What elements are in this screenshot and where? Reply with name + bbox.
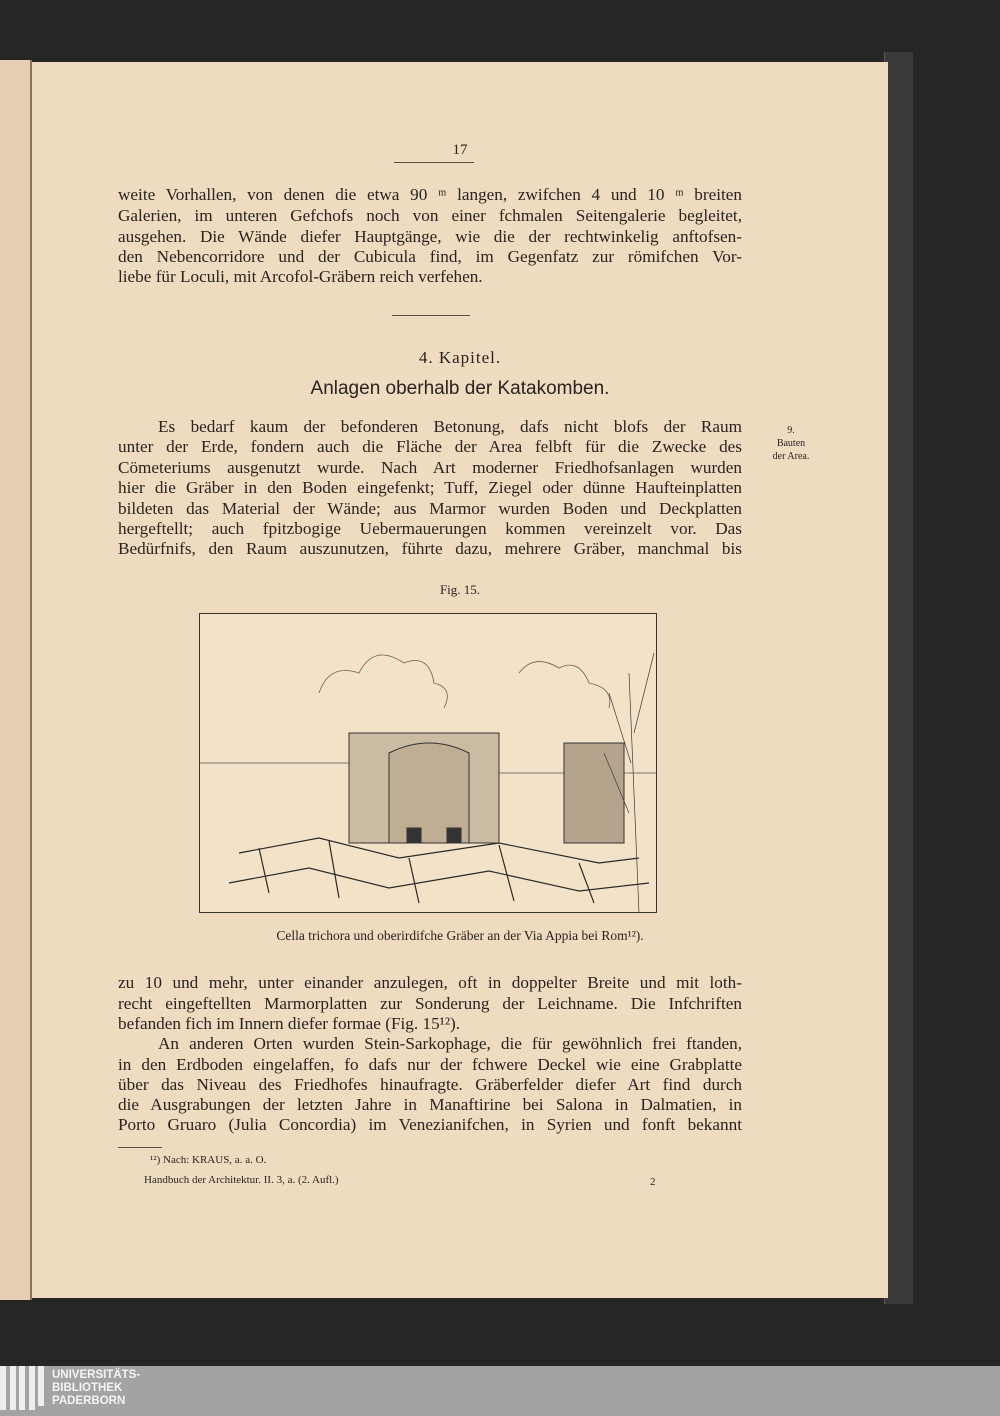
text-line: Bedürfnifs, den Raum auszunutzen, führte dazu, mehrere Gräber, manchmal bis xyxy=(118,539,742,558)
logo-line: UNIVERSITÄTS- xyxy=(52,1369,141,1381)
chapter-label: 4. Kapitel. xyxy=(418,348,502,367)
footnote: ¹²) Nach: KRAUS, a. a. O. xyxy=(150,1154,267,1166)
text-line: Porto Gruaro (Julia Concordia) im Venezianifchen, in Syrien und fonft bekannt xyxy=(118,1115,742,1134)
text-line: über das Niveau des Friedhofes hinaufragte. Gräberfelder diefer Art find durch xyxy=(118,1075,742,1094)
header-rule xyxy=(394,162,474,163)
text-line: weite Vorhallen, von denen die etwa 90 ᵐ langen, zwifchen 4 und 10 ᵐ breiten xyxy=(118,185,742,204)
section-rule xyxy=(392,315,470,316)
margin-note xyxy=(760,424,822,463)
library-logo-text xyxy=(52,1369,140,1408)
footnote-rule xyxy=(118,1147,162,1148)
text-line: befanden fich im Innern diefer formae (Fig. 15¹²). xyxy=(118,1014,460,1033)
text-line: ausgehen. Die Wände diefer Hauptgänge, wie die der rechtwinkelig anftofsen- xyxy=(118,227,742,246)
running-footer: Handbuch der Architektur. II. 3, a. (2. Aufl.) xyxy=(144,1174,339,1186)
text-line: bildeten das Material der Wände; aus Marmor wurden Boden und Deckplatten xyxy=(118,499,742,518)
cella-trichora xyxy=(349,733,624,843)
text-line: unter der Erde, fondern auch die Fläche der Area felbft für die Zwecke des xyxy=(118,437,742,456)
figure-illustration xyxy=(199,613,657,913)
book-cover-edge xyxy=(884,52,913,1304)
logo-line: PADERBORN xyxy=(52,1395,126,1407)
text-line: Es bedarf kaum der befonderen Betonung, dafs nicht blofs der Raum xyxy=(158,417,742,436)
margin-note-number: 9. xyxy=(787,425,795,436)
book-page xyxy=(32,62,888,1298)
text-line: An anderen Orten wurden Stein-Sarkophage, die für gewöhnlich frei ftanden, xyxy=(158,1034,742,1053)
text-line: hier die Gräber in den Boden eingefenkt; Tuff, Ziegel oder dünne Haufteinplatten xyxy=(118,478,742,497)
signature-mark: 2 xyxy=(650,1176,656,1188)
page-number: 17 xyxy=(452,142,468,158)
margin-note-line: Bauten xyxy=(776,438,806,449)
figure-label: Fig. 15. xyxy=(439,582,481,597)
figure-caption: Cella trichora und oberirdifche Gräber an der Via Appia bei Rom¹²). xyxy=(276,928,644,943)
facing-page-edge xyxy=(0,60,32,1300)
text-line: hergeftellt; auch fpitzbogige Uebermauerungen kommen vereinzelt vor. Das xyxy=(118,519,742,538)
text-line: den Nebencorridore und der Cubicula find, im Gegenfatz zur römifchen Vor- xyxy=(118,247,742,266)
text-line: Cömeteriums ausgenutzt wurde. Nach Art moderner Friedhofsanlagen wurden xyxy=(118,458,742,477)
margin-note-line: der Area. xyxy=(772,451,810,462)
text-line: zu 10 und mehr, unter einander anzulegen, oft in doppelter Breite und mit loth- xyxy=(118,973,742,992)
logo-line: BIBLIOTHEK xyxy=(52,1382,123,1394)
text-line: liebe für Loculi, mit Arcofol-Gräbern reich verfehen. xyxy=(118,267,483,286)
text-line: recht eingeftellten Marmorplatten zur Sonderung der Leichname. Die Infchriften xyxy=(118,994,742,1013)
text-line: in den Erdboden eingelaffen, fo dafs nur der fchwere Deckel wie eine Grabplatte xyxy=(118,1055,742,1074)
text-line: Galerien, im unteren Gefchofs noch von einer fchmalen Seitengalerie begleitet, xyxy=(118,206,742,225)
chapter-heading: Anlagen oberhalb der Katakomben. xyxy=(310,378,610,399)
library-footer-bar xyxy=(0,1366,1000,1416)
text-line: die Ausgrabungen der letzten Jahre in Manaftirine bei Salona in Dalmatien, in xyxy=(118,1095,742,1114)
